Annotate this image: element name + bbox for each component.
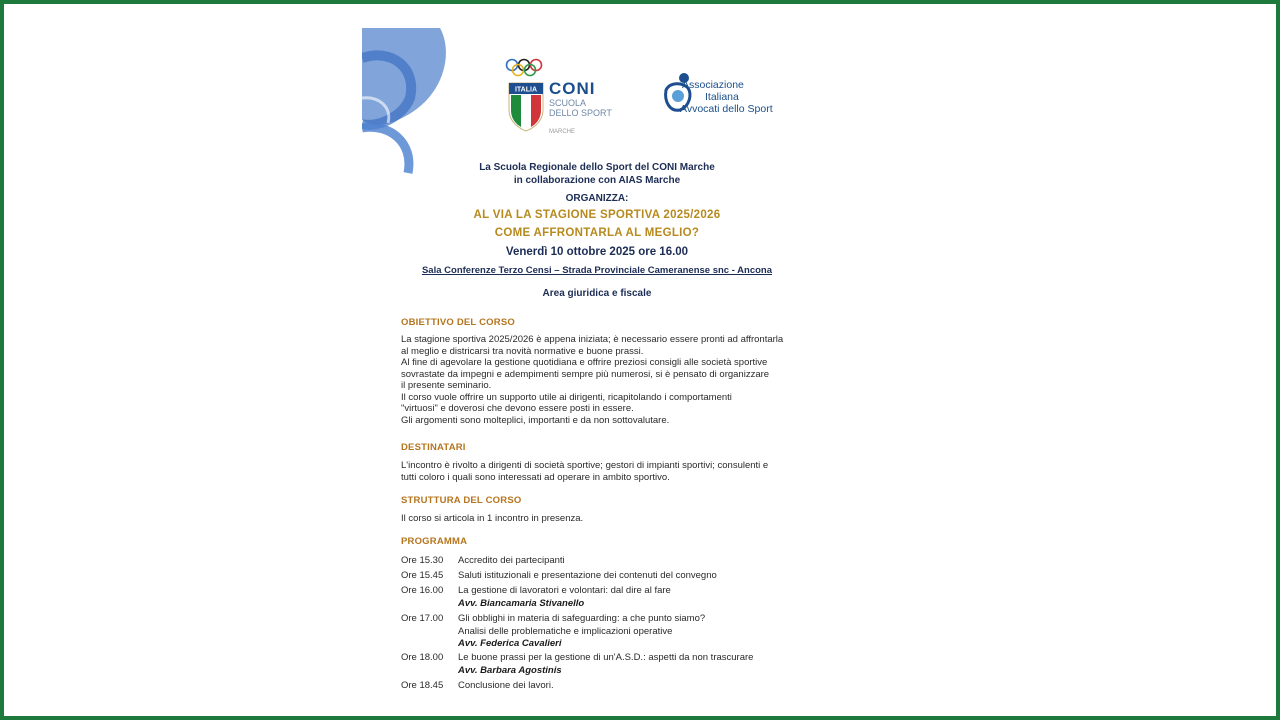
struttura-text xyxy=(401,513,831,525)
event-area: Area giuridica e fiscale xyxy=(542,288,652,299)
programma-time: Ore 18.45 xyxy=(401,680,444,691)
coni-sub2: DELLO SPORT xyxy=(549,108,612,118)
programma-time: Ore 16.00 xyxy=(401,585,444,596)
obiettivo-line: Al fine di agevolare la gestione quotidiana e offrire preziosi consigli alle società sportive xyxy=(401,357,768,368)
programma-text: La gestione di lavoratori e volontari: dal dire al fare xyxy=(458,585,671,596)
event-title-line1: AL VIA LA STAGIONE SPORTIVA 2025/2026 xyxy=(473,209,721,221)
event-date: Venerdì 10 ottobre 2025 ore 16.00 xyxy=(505,246,689,258)
aias-line3: Avvocati dello Sport xyxy=(680,103,773,115)
obiettivo-line: al meglio e districarsi tra novità normative e buone prassi. xyxy=(401,345,644,357)
programma-row xyxy=(401,680,554,691)
programma-text: Le buone prassi per la gestione di un'A.S.D.: aspetti da non trascurare xyxy=(458,652,754,663)
event-title-line2: COME AFFRONTARLA AL MEGLIO? xyxy=(494,227,700,239)
event-venue: Sala Conferenze Terzo Censi – Strada Provinciale Cameranense snc - Ancona xyxy=(421,265,773,276)
decorative-swirl xyxy=(362,28,462,178)
programma-row xyxy=(401,585,671,596)
programma-row-cont: Analisi delle problematiche e implicazioni operative xyxy=(458,626,673,637)
coni-sub1: SCUOLA xyxy=(549,98,587,108)
destinatari-line: L'incontro è rivolto a dirigenti di società sportive; gestori di impianti sportivi; consulenti e xyxy=(401,460,769,471)
programma-text: Saluti istituzionali e presentazione dei contenuti del convegno xyxy=(458,570,717,581)
coni-wordmark xyxy=(549,80,612,118)
programma-speaker: Avv. Barbara Agostinis xyxy=(458,665,562,676)
struttura-line: Il corso si articola in 1 incontro in presenza. xyxy=(401,513,584,524)
coni-region: MARCHE xyxy=(549,129,576,135)
intro-line1: La Scuola Regionale dello Sport del CONI Marche xyxy=(479,162,715,173)
obiettivo-line: Il corso vuole offrire un supporto utile ai dirigenti, ricapitolando i comportamenti xyxy=(401,391,732,403)
obiettivo-text xyxy=(401,334,831,426)
programma-speaker: Avv. Biancamaria Stivanello xyxy=(458,598,585,609)
organizza-label: ORGANIZZA: xyxy=(565,193,629,204)
programma-time: Ore 15.45 xyxy=(401,570,444,581)
programma-row xyxy=(401,652,753,663)
struttura-heading: STRUTTURA DEL CORSO xyxy=(401,495,522,506)
intro-block xyxy=(362,161,832,187)
destinatari-line: tutti coloro i quali sono interessati ad operare in ambito sportivo. xyxy=(401,471,670,483)
programma-time: Ore 17.00 xyxy=(401,613,444,624)
programma-row xyxy=(401,613,705,624)
obiettivo-line: La stagione sportiva 2025/2026 è appena iniziata; è necessario essere pronti ad affrontarla xyxy=(401,334,784,345)
programma-time: Ore 18.00 xyxy=(401,652,444,663)
programma-text: Conclusione dei lavori. xyxy=(458,680,554,691)
programma-text: Gli obblighi in materia di safeguarding: a che punto siamo? xyxy=(458,613,706,624)
programma-time: Ore 15.30 xyxy=(401,555,444,566)
obiettivo-line: sovrastate da impegni e adempimenti sempre più numerosi, si è pensato di organizzare xyxy=(401,368,770,380)
aias-line1: Associazione xyxy=(682,79,744,91)
obiettivo-heading: OBIETTIVO DEL CORSO xyxy=(401,317,515,328)
event-flyer xyxy=(362,28,832,698)
obiettivo-line: "virtuosi" e doverosi che devono essere posti in essere. xyxy=(401,403,634,414)
intro-line2: in collaborazione con AIAS Marche xyxy=(513,175,681,186)
destinatari-text xyxy=(401,460,831,483)
obiettivo-line: Gli argomenti sono molteplici, importanti e da non sottovalutare. xyxy=(401,414,670,426)
programma-heading: PROGRAMMA xyxy=(401,536,468,547)
coni-title: CONI xyxy=(549,79,596,98)
programma-row xyxy=(401,555,565,566)
aias-wordmark xyxy=(680,79,773,115)
programma-speaker: Avv. Federica Cavalieri xyxy=(458,638,562,649)
olympic-rings-icon xyxy=(504,58,546,78)
destinatari-heading: DESTINATARI xyxy=(401,442,466,453)
aias-line2: Italiana xyxy=(705,91,739,103)
italia-shield-icon xyxy=(508,82,544,132)
obiettivo-line: il presente seminario. xyxy=(401,380,492,391)
programma-text: Accredito dei partecipanti xyxy=(458,555,565,566)
shield-label: ITALIA xyxy=(514,86,538,94)
programma-row xyxy=(401,570,717,581)
